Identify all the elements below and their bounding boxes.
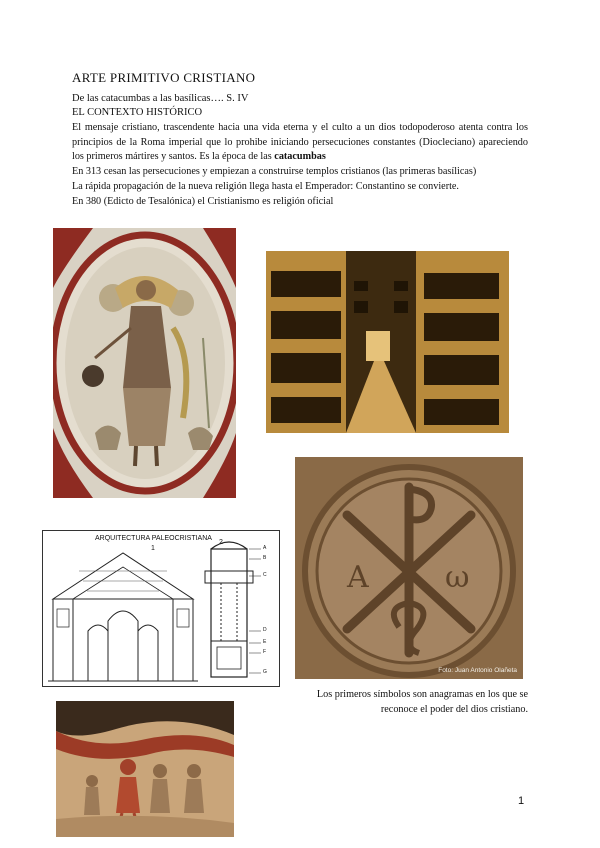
plan-letter-c: C <box>263 572 267 578</box>
plan-letter-e: E <box>263 639 267 645</box>
plan-letter-a: A <box>263 545 267 551</box>
catacomb-fresco-figures-image <box>56 701 234 837</box>
page-subtitle: De las catacumbas a las basílicas…. S. IV <box>72 93 249 104</box>
page-title: ARTE PRIMITIVO CRISTIANO <box>72 70 256 85</box>
alpha-letter: A <box>347 560 369 595</box>
section-number-2: 2 <box>219 539 223 546</box>
chi-rho-relief-photo <box>295 457 523 679</box>
plan-letter-d: D <box>263 627 267 633</box>
section-number-1: 1 <box>151 545 155 552</box>
plan-letter-g: G <box>263 669 267 675</box>
paragraph-313: En 313 cesan las persecuciones y empiezan a construirse templos cristianos (las primeras basílicas) <box>72 166 477 177</box>
paragraph-persecutions <box>72 121 528 165</box>
catacomb-corridor-photo <box>266 251 509 433</box>
page-number: 1 <box>518 795 525 807</box>
architecture-title: ARQUITECTURA PALEOCRISTIANA <box>95 535 212 542</box>
paragraph-380: En 380 (Edicto de Tesalónica) el Cristianismo es religión oficial <box>72 196 334 207</box>
omega-letter: ω <box>445 560 470 595</box>
plan-letter-f: F <box>263 649 267 655</box>
symbols-caption: Los primeros símbolos son anagramas en los que se reconoce el poder del dios cristiano. <box>316 689 528 715</box>
basilica-architecture-drawing <box>42 530 280 687</box>
paragraph-constantine: La rápida propagación de la nueva religión llega hasta el Emperador: Constantino se convierte. <box>72 181 459 192</box>
paragraph-persecutions-text: El mensaje cristiano, trascendente hacia una vida eterna y el culto a un dios todopoderoso atenta contra los principios de la Roma imperial que lo prohibe iniciando persecuciones constantes (Diocleciano) apareciendo los primeros mártires y santos. Es la época de las <box>72 122 528 163</box>
photo-credit: Foto: Juan Antonio Olañeta <box>438 667 517 674</box>
context-heading: EL CONTEXTO HISTÓRICO <box>72 107 203 118</box>
plan-letter-b: B <box>263 555 267 561</box>
catacombs-emphasis: catacumbas <box>274 151 326 163</box>
good-shepherd-fresco-image <box>53 228 236 498</box>
